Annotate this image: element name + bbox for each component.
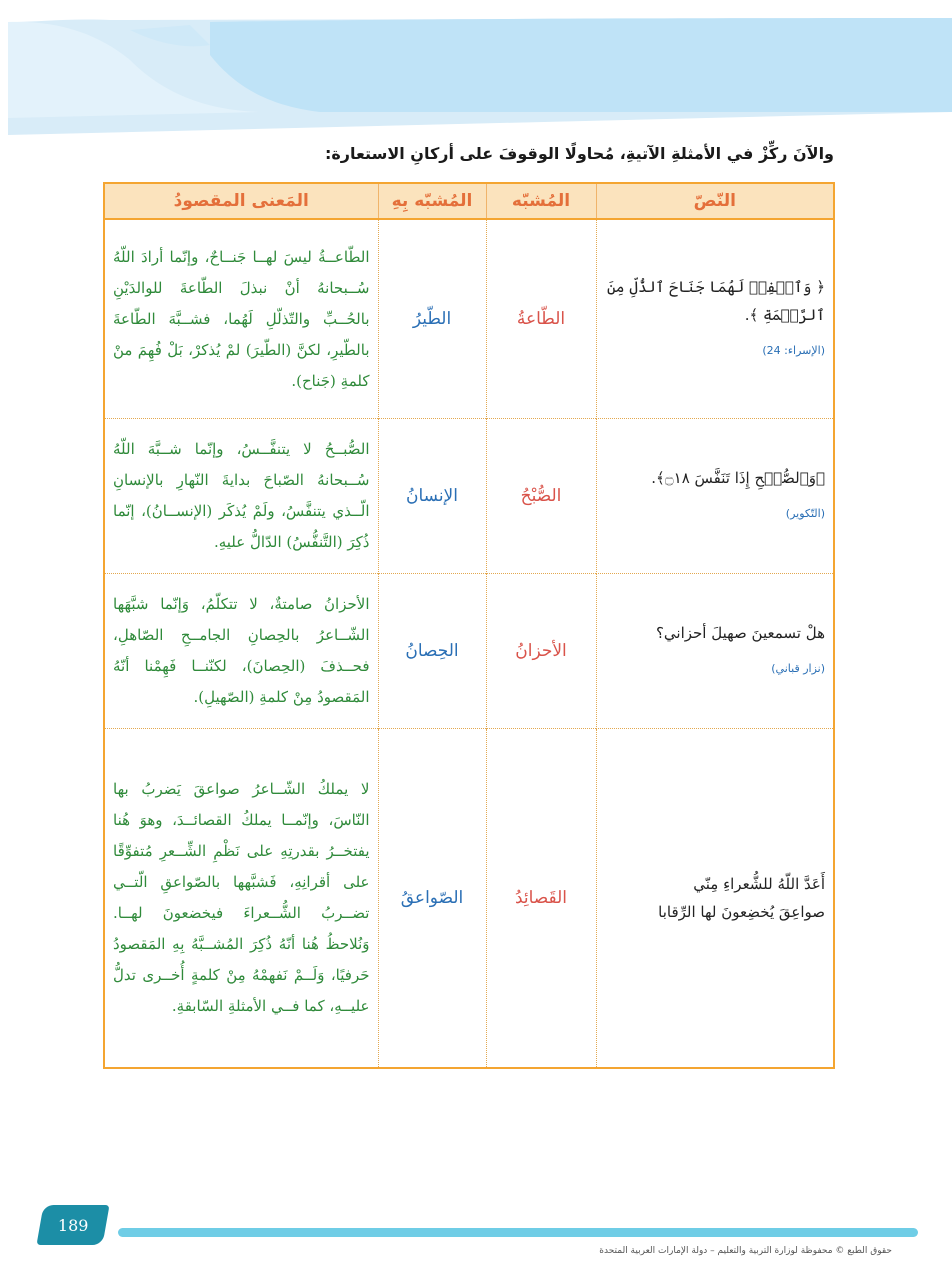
metaphor-table: [103, 182, 835, 1069]
header-mushabbah: المُشبّه: [486, 183, 596, 219]
mushabbah-cell: الطّاعةُ: [486, 219, 596, 419]
text-cell: [596, 219, 834, 419]
text-cell: [596, 729, 834, 1069]
header-meaning: المَعنى المقصودُ: [104, 183, 378, 219]
mushabbah-cell: الأحزانُ: [486, 574, 596, 729]
text-cell: [596, 419, 834, 574]
instruction-text: والآنَ ركِّزْ في الأمثلةِ الآتيةِ، مُحاولًا الوقوفَ على أركانِ الاستعارة:: [324, 144, 834, 163]
poem-line-1: أَعَدَّ اللّهُ للشُّعراءِ مِنّي: [693, 875, 825, 893]
header-mushabbah-bih: المُشبّه بِهِ: [378, 183, 486, 219]
header-text: النّصّ: [596, 183, 834, 219]
copyright-notice: حقوق الطبع © محفوظة لوزارة التربية والتعليم – دولة الإمارات العربية المتحدة: [599, 1246, 892, 1256]
page-number-badge: [36, 1205, 109, 1245]
mushabbah-cell: الصُّبْحُ: [486, 419, 596, 574]
page-number: 189: [57, 1215, 89, 1235]
mushabbah-bih-cell: الصّواعقُ: [378, 729, 486, 1069]
table-row: [104, 574, 834, 729]
source-citation: (التّكوير): [785, 507, 825, 520]
footer-accent-bar: [118, 1228, 918, 1237]
quran-text: ﴿ وَٱخۡفِضۡ لَهُمَا جَنَاحَ ٱلذُّلِّ مِنَ ٱلرَّحۡمَةِ ﴾.: [606, 278, 825, 324]
table-row: [104, 419, 834, 574]
mushabbah-bih-cell: الإنسانُ: [378, 419, 486, 574]
quran-text: ﴿وَٱلصُّبۡحِ إِذَا تَنَفَّسَ ۝١٨﴾.: [651, 469, 825, 487]
table-header-row: [104, 183, 834, 219]
poem-line-2: صواعِقَ يُخضِعونَ لها الرِّقابا: [658, 903, 825, 921]
mushabbah-cell: القَصائِدُ: [486, 729, 596, 1069]
table-row: [104, 219, 834, 419]
text-cell: [596, 574, 834, 729]
mushabbah-bih-cell: الطّيرُ: [378, 219, 486, 419]
source-citation: (نزار قباني): [771, 662, 825, 675]
poem-text: هلْ تسمعينَ صهيلَ أحزاني؟: [655, 624, 825, 642]
mushabbah-bih-cell: الحِصانُ: [378, 574, 486, 729]
header-banner: [0, 0, 952, 140]
table-row: [104, 729, 834, 1069]
meaning-cell: الأحزانُ صامتةٌ، لا تتكلّمُ، وَإنّما شبَّهَها الشّــاعرُ بالحِصانِ الجامــحِ الصّاهلِ، فحــذفَ (الحِصانَ)، لكنّنــا فَهِمْنا أنّهُ المَقصودُ مِنْ كلمةِ (الصّهيلِ).: [104, 574, 378, 729]
source-citation: (الإسراء: 24): [762, 344, 825, 357]
meaning-cell: الصُّبــحُ لا يتنفَّــسُ، وإنّما شــبَّهَ اللّهُ سُــبحانهُ الصّباحَ بدايةَ النّهارِ بالإنسانِ الّــذي يتنفَّسُ، ولَمْ يُذكَر (الإنســانُ)، إنّما ذُكِرَ (التَّنفُّسُ) الدّالُّ عليهِ.: [104, 419, 378, 574]
meaning-cell: لا يملكُ الشّــاعرُ صواعقَ يَضربُ بها النّاسَ، وإنّمــا يملكُ القصائــدَ، وهوَ هُنا يفتخــرُ بقدرتِهِ على نَظْمِ الشِّــعرِ مُتفوِّقًا على أقرانِهِ، فَشبَّهها بالصّواعقِ الّتــي تضــربُ الشُّــعراءَ فيخضعونَ لهــا. وَنُلاحظُ هُنا أنّهُ ذُكِرَ المُشــبَّهُ بِهِ المَقصودُ حَرفيًا، وَلَــمْ نَفهمْهُ مِنْ كلمةٍ أُخــرى تدلُّ عليــهِ، كما فــي الأمثلةِ السّابقةِ.: [104, 729, 378, 1069]
meaning-cell: الطّاعــةُ ليسَ لهــا جَنــاحٌ، وإنّما أرادَ اللّهُ سُــبحانهُ أنْ نبذلَ الطّاعةَ للوالدَيْنِ بالحُــبِّ والتّذلّلِ لَهُما، فشــبَّهَ الطّاعةَ بالطّيرِ، لكنَّ (الطّيرَ) لمْ يُذكرْ، بَلْ فُهِمَ منْ كلمةِ (جَناح).: [104, 219, 378, 419]
